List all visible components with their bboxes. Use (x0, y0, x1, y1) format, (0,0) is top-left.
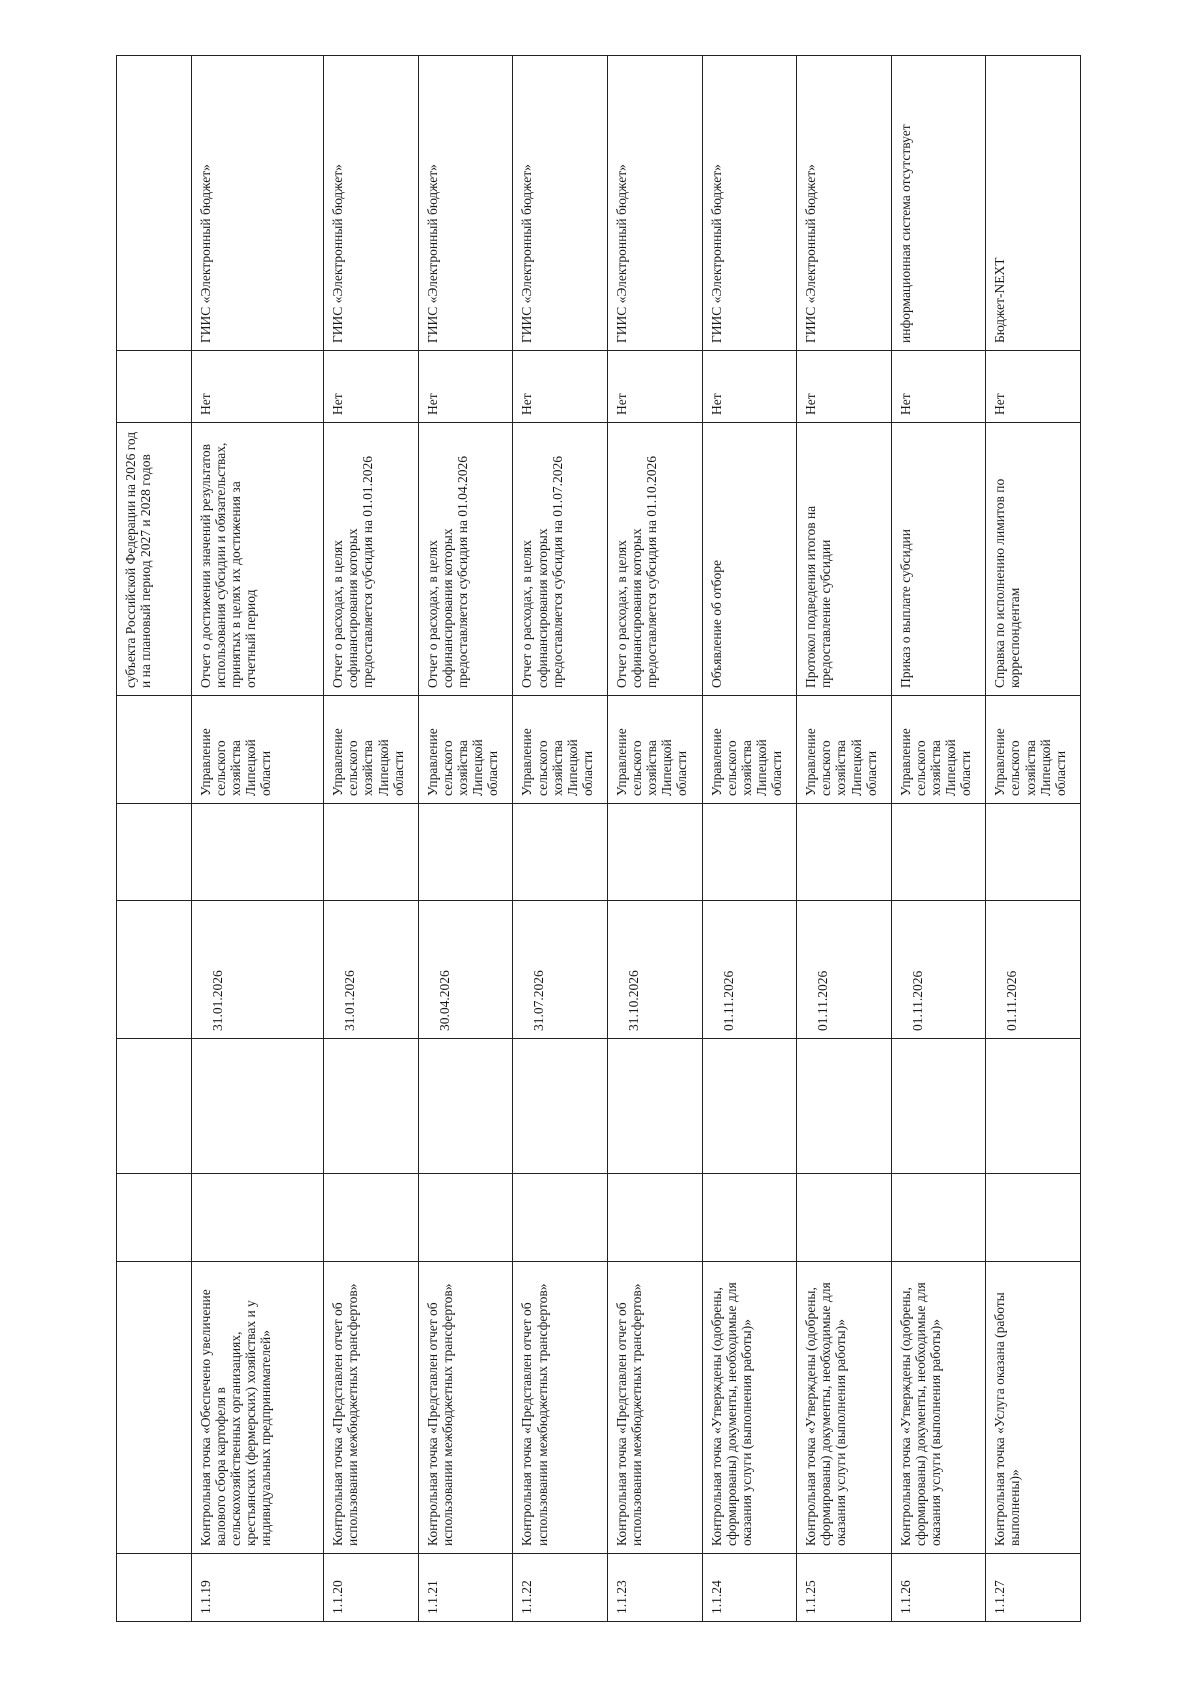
row-date-cell (986, 901, 1081, 1039)
row-date: 01.11.2026 (909, 970, 925, 1031)
table-row (191, 56, 323, 1622)
row-empty-3-cell (324, 804, 419, 901)
row-system: ГИИС «Электронный бюджет» (330, 164, 346, 343)
row-number: 1.1.20 (330, 1580, 346, 1614)
row-responsible-cell (608, 696, 703, 804)
row-document: Отчет о расходах, в целях софинансирования которых предоставляется субсидия на 01.04.2026 (424, 455, 471, 688)
row-name-cell (324, 1262, 419, 1554)
row-empty-2-cell (608, 1039, 703, 1174)
row-date: 31.01.2026 (209, 970, 225, 1031)
row-system: ГИИС «Электронный бюджет» (708, 164, 724, 343)
table-row (986, 56, 1081, 1622)
row-flag: Нет (519, 393, 535, 415)
row-empty-2-cell (891, 1039, 986, 1174)
row-empty-2-cell (986, 1039, 1081, 1174)
row-document: Объявление об отборе (708, 559, 724, 688)
row-flag-cell (986, 351, 1081, 423)
row-system-cell (797, 56, 892, 351)
row-system-cell (608, 56, 703, 351)
row-name-cell (891, 1262, 986, 1554)
table-row (702, 56, 797, 1622)
table-row (797, 56, 892, 1622)
row-date-cell (797, 901, 892, 1039)
row-empty-3-cell (986, 804, 1081, 901)
row-document: Отчет о расходах, в целях софинансирования которых предоставляется субсидия на 01.07.2026 (519, 455, 565, 688)
row-date-cell (702, 901, 797, 1039)
row-number-cell (797, 1554, 892, 1622)
row-date: 01.11.2026 (1004, 970, 1020, 1031)
header-cell-empty-2 (117, 1039, 192, 1174)
row-empty-3-cell (191, 804, 323, 901)
row-empty-1-cell (797, 1174, 892, 1262)
row-empty-1-cell (324, 1174, 419, 1262)
table-row (608, 56, 703, 1622)
row-document: Справка по исполнению лимитов по корреспондентам (992, 478, 1023, 688)
row-number-cell (986, 1554, 1081, 1622)
row-name-cell (986, 1262, 1081, 1554)
row-number-cell (608, 1554, 703, 1622)
row-responsible-cell (191, 696, 323, 804)
row-system: информационная система отсутствует (897, 124, 913, 343)
row-system: Бюджет-NEXT (992, 257, 1008, 343)
row-system-cell (513, 56, 608, 351)
row-date-cell (418, 901, 513, 1039)
row-responsible-cell (986, 696, 1081, 804)
row-number-cell (702, 1554, 797, 1622)
table-row (324, 56, 419, 1622)
row-flag: Нет (803, 393, 819, 415)
row-document-cell (702, 423, 797, 696)
row-system-cell (324, 56, 419, 351)
row-empty-1-cell (513, 1174, 608, 1262)
row-document-cell (418, 423, 513, 696)
header-cell-num (117, 1554, 192, 1622)
header-cell-empty-1 (117, 1174, 192, 1262)
row-name-cell (797, 1262, 892, 1554)
row-flag: Нет (992, 393, 1008, 415)
row-system-cell (418, 56, 513, 351)
row-number: 1.1.24 (708, 1580, 724, 1614)
header-cell-flag (117, 351, 192, 423)
row-document: Отчет о расходах, в целях софинансирования которых предоставляется субсидия на 01.10.2026 (614, 455, 660, 688)
row-system-cell (891, 56, 986, 351)
row-name-cell (702, 1262, 797, 1554)
row-name: Контрольная точка «Представлен отчет об использовании межбюджетных трансфертов» (424, 1283, 455, 1546)
row-document-cell (797, 423, 892, 696)
row-name-cell (191, 1262, 323, 1554)
row-system: ГИИС «Электронный бюджет» (424, 164, 440, 343)
header-cell-empty-4 (117, 804, 192, 901)
row-number: 1.1.26 (897, 1580, 913, 1614)
row-document: Приказ о выплате субсидии (897, 528, 913, 688)
row-flag-cell (891, 351, 986, 423)
row-empty-1-cell (191, 1174, 323, 1262)
row-empty-2-cell (797, 1039, 892, 1174)
row-number: 1.1.25 (803, 1580, 819, 1614)
row-flag: Нет (197, 393, 213, 415)
row-date: 31.10.2026 (626, 970, 641, 1031)
row-empty-1-cell (702, 1174, 797, 1262)
row-name: Контрольная точка «Представлен отчет об использовании межбюджетных трансфертов» (519, 1283, 550, 1546)
table-row (418, 56, 513, 1622)
row-empty-3-cell (797, 804, 892, 901)
row-responsible: Управление сельского хозяйства Липецкой области (803, 728, 879, 796)
row-name-cell (513, 1262, 608, 1554)
row-date: 31.07.2026 (531, 970, 547, 1031)
row-number-cell (513, 1554, 608, 1622)
header-cell-empty-3 (117, 901, 192, 1039)
header-cell-system (117, 56, 192, 351)
row-empty-1-cell (418, 1174, 513, 1262)
row-empty-1-cell (986, 1174, 1081, 1262)
row-number: 1.1.19 (197, 1580, 213, 1614)
header-cell-name (117, 1262, 192, 1554)
row-empty-3-cell (891, 804, 986, 901)
row-responsible: Управление сельского хозяйства Липецкой области (992, 728, 1068, 796)
row-responsible: Управление сельского хозяйства Липецкой области (197, 728, 274, 796)
row-flag-cell (608, 351, 703, 423)
row-flag-cell (191, 351, 323, 423)
row-date-cell (513, 901, 608, 1039)
row-name-cell (418, 1262, 513, 1554)
row-name: Контрольная точка «Утверждены (одобрены, сформированы) документы, необходимые для оказания услуги (выполнения работы)» (803, 1282, 849, 1546)
row-responsible-cell (324, 696, 419, 804)
row-system-cell (986, 56, 1081, 351)
row-empty-3-cell (513, 804, 608, 901)
row-flag-cell (797, 351, 892, 423)
row-document-cell (191, 423, 323, 696)
row-empty-2-cell (513, 1039, 608, 1174)
row-date-cell (324, 901, 419, 1039)
row-responsible-cell (513, 696, 608, 804)
row-flag: Нет (614, 393, 629, 415)
row-flag: Нет (330, 393, 346, 415)
row-name: Контрольная точка «Утверждены (одобрены, сформированы) документы, необходимые для оказания услуги (выполнения работы)» (708, 1282, 754, 1546)
rotated-table-container (116, 56, 1081, 1622)
row-document-cell (986, 423, 1081, 696)
table-row (891, 56, 986, 1622)
row-number-cell (418, 1554, 513, 1622)
row-flag: Нет (897, 393, 913, 415)
row-name: Контрольная точка «Утверждены (одобрены, сформированы) документы, необходимые для оказания услуги (выполнения работы)» (897, 1282, 943, 1546)
row-number-cell (191, 1554, 323, 1622)
row-name: Контрольная точка «Представлен отчет об использовании межбюджетных трансфертов» (614, 1283, 645, 1546)
table-row (513, 56, 608, 1622)
row-number: 1.1.21 (424, 1580, 440, 1614)
row-empty-2-cell (702, 1039, 797, 1174)
row-empty-1-cell (891, 1174, 986, 1262)
row-number: 1.1.23 (614, 1580, 629, 1614)
row-responsible-cell (797, 696, 892, 804)
row-flag: Нет (708, 393, 724, 415)
row-responsible: Управление сельского хозяйства Липецкой области (330, 728, 406, 796)
row-system: ГИИС «Электронный бюджет» (197, 164, 213, 343)
row-document: Отчет о расходах, в целях софинансирования которых предоставляется субсидия на 01.01.2026 (330, 455, 376, 688)
row-system: ГИИС «Электронный бюджет» (614, 164, 629, 343)
row-name-cell (608, 1262, 703, 1554)
row-responsible-cell (891, 696, 986, 804)
header-cell-document (117, 423, 192, 696)
row-empty-2-cell (418, 1039, 513, 1174)
row-system-cell (702, 56, 797, 351)
row-system: ГИИС «Электронный бюджет» (519, 164, 535, 343)
row-empty-3-cell (702, 804, 797, 901)
row-name: Контрольная точка «Услуга оказана (работы выполнены)» (992, 1292, 1023, 1546)
row-date-cell (191, 901, 323, 1039)
row-system: ГИИС «Электронный бюджет» (803, 164, 819, 343)
row-date-cell (608, 901, 703, 1039)
row-date: 01.11.2026 (720, 970, 736, 1031)
row-responsible-cell (702, 696, 797, 804)
row-flag: Нет (424, 393, 440, 415)
row-responsible-cell (418, 696, 513, 804)
row-responsible: Управление сельского хозяйства Липецкой области (519, 728, 595, 796)
row-number-cell (891, 1554, 986, 1622)
row-empty-3-cell (608, 804, 703, 901)
row-responsible: Управление сельского хозяйства Липецкой области (897, 728, 974, 796)
row-empty-2-cell (324, 1039, 419, 1174)
row-flag-cell (513, 351, 608, 423)
row-document: Протокол подведения итогов на предоставление субсидии (803, 505, 834, 688)
row-flag-cell (324, 351, 419, 423)
row-system-cell (191, 56, 323, 351)
row-number: 1.1.27 (992, 1580, 1008, 1614)
control-points-table (116, 55, 1081, 1622)
row-date: 31.01.2026 (342, 970, 358, 1031)
row-document-cell (324, 423, 419, 696)
row-responsible: Управление сельского хозяйства Липецкой области (708, 728, 785, 796)
row-document: Отчет о достижении значений результатов использования субсидии и обязательствах, принятых в целях их достижения за отчетный период (197, 442, 259, 688)
row-flag-cell (702, 351, 797, 423)
row-name: Контрольная точка «Обеспечено увеличение валового сбора картофеля в сельскохозяйственных организациях, крестьянских (фермерских) хозяйствах и у индивидуальных предпринимателей» (197, 1289, 274, 1546)
row-responsible: Управление сельского хозяйства Липецкой области (424, 728, 501, 796)
row-document-cell (891, 423, 986, 696)
row-date: 01.11.2026 (815, 970, 831, 1031)
header-document-text: субъекта Российской Федерации на 2026 год и на плановый период 2027 и 2028 годов (123, 431, 154, 688)
row-document-cell (608, 423, 703, 696)
row-empty-1-cell (608, 1174, 703, 1262)
row-date-cell (891, 901, 986, 1039)
header-cell-empty-5 (117, 696, 192, 804)
row-document-cell (513, 423, 608, 696)
row-empty-3-cell (418, 804, 513, 901)
row-number-cell (324, 1554, 419, 1622)
table-header-row (117, 56, 192, 1622)
row-flag-cell (418, 351, 513, 423)
row-empty-2-cell (191, 1039, 323, 1174)
row-number: 1.1.22 (519, 1580, 535, 1614)
row-name: Контрольная точка «Представлен отчет об использовании межбюджетных трансфертов» (330, 1283, 361, 1546)
row-responsible: Управление сельского хозяйства Липецкой области (614, 728, 690, 796)
row-date: 30.04.2026 (436, 970, 452, 1031)
